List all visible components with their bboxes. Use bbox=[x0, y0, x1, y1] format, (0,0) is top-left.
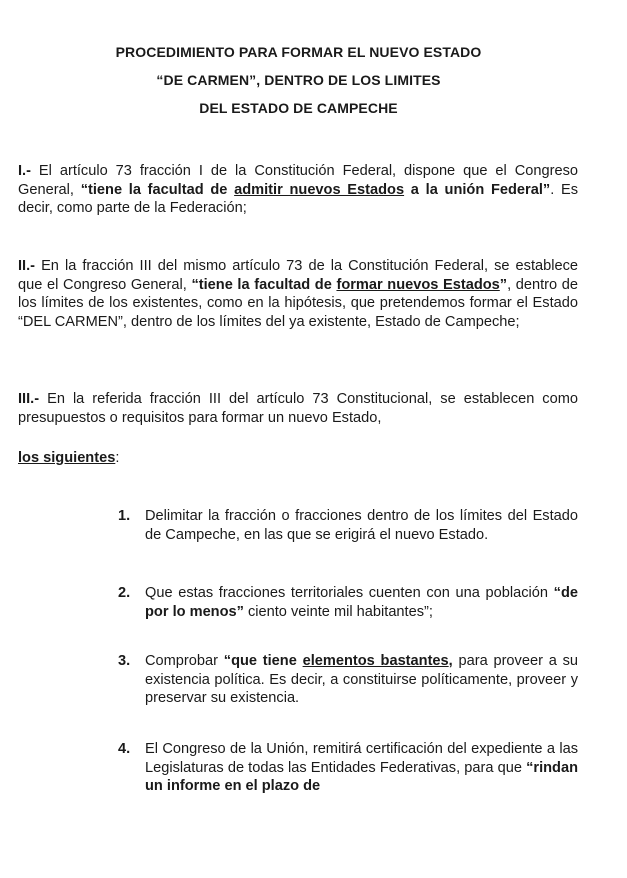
section-1-bold-2: a la unión Federal” bbox=[404, 181, 551, 198]
list-item-4-bold-1: “rindan un informe en el plazo de bbox=[145, 759, 578, 794]
list-item bbox=[118, 507, 578, 544]
section-2-paragraph bbox=[18, 257, 578, 331]
list-heading bbox=[18, 449, 119, 468]
list-item-text bbox=[145, 584, 578, 621]
list-item-2-bold-1: “de por lo menos” bbox=[145, 585, 578, 620]
list-heading-suffix: : bbox=[115, 450, 120, 466]
list-item-3-bold-2: , bbox=[448, 653, 453, 669]
list-item-text bbox=[145, 740, 578, 796]
list-item bbox=[118, 740, 578, 796]
list-item-number: 4. bbox=[118, 741, 131, 757]
section-1-text-1: El artículo 73 fracción I de la Constitución Federal, dispone que el Congreso General, bbox=[18, 163, 578, 198]
list-heading-label: los siguientes bbox=[18, 450, 116, 466]
list-item-number: 2. bbox=[118, 585, 131, 601]
list-item bbox=[118, 584, 578, 621]
section-3-number: III.- bbox=[18, 391, 40, 407]
section-1-text-2: . Es decir, como parte de la Federación; bbox=[18, 181, 578, 216]
title-line-3: DEL ESTADO DE CAMPECHE bbox=[199, 100, 398, 116]
list-item-2-text-1: Que estas fracciones territoriales cuenten con una población bbox=[145, 585, 554, 601]
title-line-2: “DE CARMEN”, DENTRO DE LOS LIMITES bbox=[156, 72, 441, 88]
list-item-number: 1. bbox=[118, 508, 131, 524]
list-item bbox=[118, 652, 578, 708]
section-2-bold-1: “tiene la facultad de bbox=[191, 276, 337, 293]
section-2-text-1: En la fracción III del mismo artículo 73 de la Constitución Federal, se establece que el Congreso General, bbox=[18, 258, 578, 293]
list-item-text bbox=[145, 507, 578, 544]
section-1-paragraph bbox=[18, 162, 578, 218]
list-item-1-text: Delimitar la fracción o fracciones dentro de los límites del Estado de Campeche, en las que se erigirá el nuevo Estado. bbox=[145, 508, 578, 543]
list-item-3-bold-underlined: elementos bastantes bbox=[302, 653, 449, 669]
list-item-2-text-2: ciento veinte mil habitantes”; bbox=[243, 603, 433, 620]
section-3-text-1: En la referida fracción III del artículo 73 Constitucional, se establecen como presupuestos o requisitos para formar un nuevo Estado, bbox=[18, 391, 578, 426]
section-2-text-2: , dentro de los límites de los existentes, como en la hipótesis, que pretendemos formar el Estado “DEL CARMEN”, dentro de los límites del ya existente, Estado de Campeche; bbox=[18, 276, 579, 330]
list-item-text bbox=[145, 652, 578, 708]
section-2-number: II.- bbox=[18, 258, 36, 274]
section-2-bold-2: ” bbox=[499, 276, 508, 293]
list-item-number: 3. bbox=[118, 653, 131, 669]
section-3-paragraph bbox=[18, 390, 578, 427]
section-1-bold-underlined: admitir nuevos Estados bbox=[234, 181, 405, 198]
section-1-number: I.- bbox=[18, 163, 31, 179]
section-1-bold-1: “tiene la facultad de bbox=[80, 181, 235, 198]
list-item-4-text-1: El Congreso de la Unión, remitirá certificación del expediente a las Legislaturas de todas las Entidades Federativas, para que bbox=[145, 741, 578, 776]
list-item-3-text-2: para proveer a su existencia política. Es decir, a constituirse políticamente, proveer y preservar su existencia. bbox=[145, 653, 578, 706]
section-2-bold-underlined: formar nuevos Estados bbox=[336, 276, 500, 293]
title-line-1: PROCEDIMIENTO PARA FORMAR EL NUEVO ESTADO bbox=[115, 44, 482, 60]
list-item-3-bold-1: “que tiene bbox=[223, 653, 303, 669]
list-item-3-text-1: Comprobar bbox=[145, 653, 224, 669]
document-title bbox=[0, 38, 597, 122]
